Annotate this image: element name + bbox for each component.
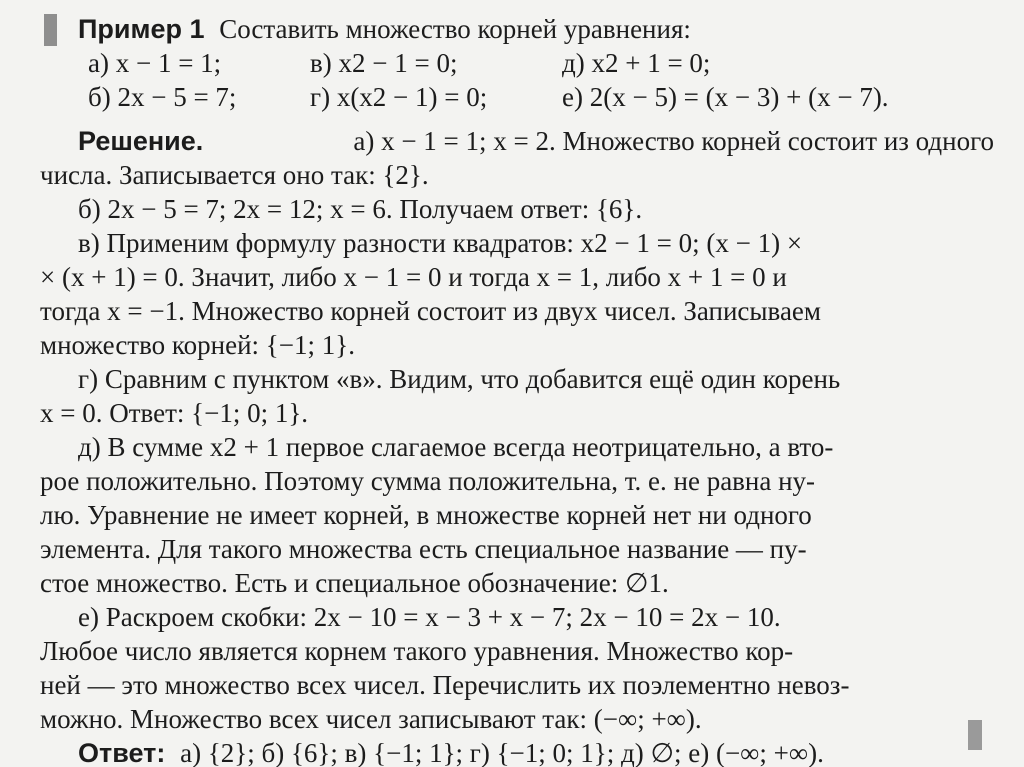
- solution-line-10: д) В сумме x2 + 1 первое слагаемое всегда неотрицательно, а вто-: [78, 432, 834, 462]
- solution-line-6: тогда x = −1. Множество корней состоит из двух чисел. Записываем: [40, 296, 821, 326]
- example-task: Составить множество корней уравнения:: [219, 14, 691, 44]
- equation-a: а) x − 1 = 1;: [88, 48, 222, 78]
- solution-line-1: [40, 124, 994, 158]
- solution-line-12: лю. Уравнение не имеет корней, в множестве корней нет ни одного: [40, 500, 812, 530]
- solution-line-11: рое положительно. Поэтому сумма положительна, т. е. не равна ну-: [40, 466, 816, 496]
- solution-line-14: стое множество. Есть и специальное обозначение: ∅1.: [40, 568, 669, 598]
- answer-line: [40, 736, 994, 767]
- solution-line-4: в) Применим формулу разности квадратов: x2 − 1 = 0; (x − 1) ×: [78, 228, 803, 258]
- solution-line-3: б) 2x − 5 = 7; 2x = 12; x = 6. Получаем ответ: {6}.: [78, 194, 643, 224]
- solution-line-16: Любое число является корнем такого уравнения. Множество кор-: [40, 636, 794, 666]
- equation-v: в) x2 − 1 = 0;: [310, 48, 458, 78]
- answer-label: Ответ:: [78, 738, 166, 767]
- page-content: [40, 12, 994, 767]
- equations-row-2: [40, 80, 994, 114]
- equation-b: б) 2x − 5 = 7;: [88, 82, 237, 112]
- solution-label: Решение.: [78, 126, 204, 156]
- solution-line-7: множество корней: {−1; 1}.: [40, 330, 355, 360]
- answer-text: а) {2}; б) {6}; в) {−1; 1}; г) {−1; 0; 1}; д) ∅; е) (−∞; +∞).: [180, 738, 824, 767]
- equation-e: е) 2(x − 5) = (x − 3) + (x − 7).: [562, 82, 889, 112]
- equations-row-1: [40, 46, 994, 80]
- solution-line-18: можно. Множество всех чисел записывают так: (−∞; +∞).: [40, 704, 702, 734]
- solution-line-2: числа. Записывается оно так: {2}.: [40, 160, 429, 190]
- solution-line-17: ней — это множество всех чисел. Перечислить их поэлементно невоз-: [40, 670, 850, 700]
- solution-line-8: г) Сравним с пунктом «в». Видим, что добавится ещё один корень: [78, 364, 841, 394]
- equation-d: д) x2 + 1 = 0;: [562, 48, 711, 78]
- equation-g: г) x(x2 − 1) = 0;: [310, 82, 488, 112]
- solution-line-13: элемента. Для такого множества есть специальное название — пу-: [40, 534, 807, 564]
- example-label: Пример 1: [78, 14, 205, 44]
- example-header: [40, 12, 994, 46]
- solution-text: а) x − 1 = 1; x = 2. Множество корней состоит из одного: [353, 126, 994, 156]
- solution-line-5: × (x + 1) = 0. Значит, либо x − 1 = 0 и тогда x = 1, либо x + 1 = 0 и: [40, 262, 787, 292]
- solution-line-9: x = 0. Ответ: {−1; 0; 1}.: [40, 398, 309, 428]
- solution-line-15: е) Раскроем скобки: 2x − 10 = x − 3 + x − 7; 2x − 10 = 2x − 10.: [78, 602, 781, 632]
